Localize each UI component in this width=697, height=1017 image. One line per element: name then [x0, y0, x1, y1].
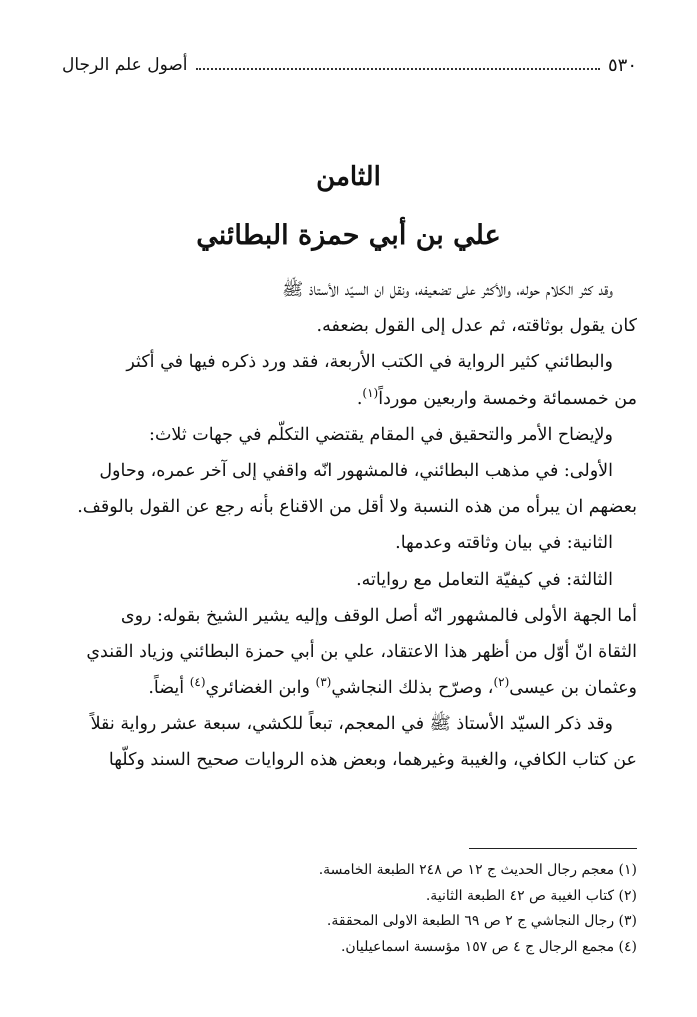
line-text: الثقاة انّ أوّل من أظهر هذا الاعتقاد، علي بن أبي حمزة البطائني وزياد القندي	[86, 641, 637, 662]
body-line	[60, 562, 637, 598]
line-text: من خمسمائة وخمسة واربعين مورداً	[378, 388, 637, 409]
running-header	[62, 52, 637, 78]
body-line	[60, 272, 637, 308]
line-text: والبطائني كثير الرواية في الكتب الأربعة، فقد ورد ذكره فيها في أكثر	[126, 352, 613, 373]
page-number: ٥٣٠	[607, 54, 637, 76]
line-text: الأولى: في مذهب البطائني، فالمشهور انّه واقفي إلى آخر عمره، وحاول	[99, 460, 613, 481]
body-line	[60, 453, 637, 489]
footnote: (١) معجم رجال الحديث ج ١٢ ص ٢٤٨ الطبعة الخامسة.	[318, 862, 637, 878]
body-line	[60, 706, 637, 742]
line-text: بعضهم ان يبرأه من هذه النسبة ولا أقل من الاقناع بأنه رجع عن القول بالوقف.	[77, 497, 637, 518]
footnote-reference: (٣)	[315, 675, 332, 690]
footnote: (٢) كتاب الغيبة ص ٤٢ الطبعة الثانية.	[425, 887, 637, 904]
book-title: أصول علم الرجال	[62, 55, 188, 75]
body-line	[60, 634, 637, 670]
footnote-separator	[469, 848, 637, 849]
line-text: وابن الغضائري	[205, 678, 316, 699]
line-text: ولإيضاح الأمر والتحقيق في المقام يقتضي التكلّم في جهات ثلاث:	[149, 424, 613, 445]
footnote-reference: (٢)	[493, 675, 510, 690]
line-text: وعثمان بن عيسى	[509, 678, 637, 699]
body-line	[60, 489, 637, 525]
body-line	[60, 344, 637, 380]
body-line	[60, 381, 637, 417]
body-line	[60, 670, 637, 706]
line-text: عن كتاب الكافي، والغيبة وغيرهما، وبعض هذه الروايات صحيح السند وكلّها	[108, 750, 637, 771]
section-number: الثامن	[316, 162, 381, 192]
body-line	[60, 525, 637, 561]
line-text: الثانية: في بيان وثاقته وعدمها.	[395, 533, 613, 554]
body-line	[60, 308, 637, 344]
footnotes	[60, 858, 637, 960]
body-line	[60, 742, 637, 778]
body-line	[60, 417, 637, 453]
line-text: ، وصرّح بذلك النجاشي	[331, 678, 494, 699]
footnote-reference: (١)	[362, 385, 379, 400]
footnote: (٣) رجال النجاشي ج ٢ ص ٦٩ الطبعة الاولى المحققة.	[326, 913, 637, 929]
section-title: علي بن أبي حمزة البطائني	[196, 220, 501, 251]
line-text: وقد ذكر السيّد الأستاذ ﷺ في المعجم، تبعاً للكشي، سبعة عشر رواية نقلاً	[90, 714, 613, 735]
footnote: (٤) مجمع الرجال ج ٤ ص ١٥٧ مؤسسة اسماعيليان.	[340, 938, 637, 955]
line-text: أيضاً.	[148, 678, 190, 699]
line-text: الثالثة: في كيفيّة التعامل مع رواياته.	[356, 569, 613, 590]
line-text: كان يقول بوثاقته، ثم عدل إلى القول بضعفه.	[316, 316, 637, 337]
header-dotted-leader	[196, 68, 600, 70]
line-text: .	[356, 388, 363, 409]
body-text	[60, 272, 637, 779]
line-text: وقد كثر الكلام حوله، والأكثر على تضعيفه، ونقل ان السيّد الأستاذ ﷺ	[282, 280, 613, 300]
line-text: أما الجهة الأولى فالمشهور انّه أصل الوقف وإليه يشير الشيخ بقوله: روى	[120, 605, 637, 626]
body-line	[60, 598, 637, 634]
footnote-reference: (٤)	[189, 675, 206, 690]
